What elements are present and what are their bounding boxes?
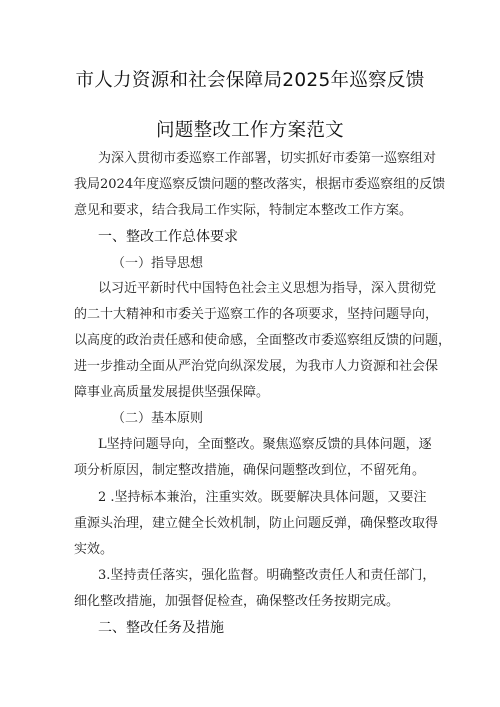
document-title-line2: 问题整改工作方案范文 — [155, 120, 344, 141]
paragraph-line: 进一步推动全面从严治党向纵深发展，为我市人力资源和社会保 — [74, 359, 439, 374]
section-heading-2: 二、整改任务及措施 — [98, 620, 224, 636]
section-heading-1: 一、整改工作总体要求 — [98, 229, 238, 245]
principle-line: 细化整改措施，加强督促检查，确保整改任务按期完成。 — [74, 594, 400, 609]
principle-line: 项分析原因，制定整改措施，确保问题整改到位，不留死角。 — [74, 463, 426, 478]
paragraph-line: 障事业高质量发展提供坚强保障。 — [74, 385, 270, 400]
principle-line: 2 .坚持标本兼治，注重实效。既要解决具体问题，又要注 — [98, 490, 427, 505]
principle-line: 重源头治理，建立健全长效机制，防止问题反弹，确保整改取得 — [74, 516, 439, 531]
subsection-heading-1: （一）指导思想 — [112, 256, 204, 271]
paragraph-line: 以习近平新时代中国特色社会主义思想为指导，深入贯彻党 — [98, 281, 437, 296]
principle-line: L坚持问题导向，全面整改。聚焦巡察反馈的具体问题，逐 — [98, 437, 432, 452]
intro-line: 意见和要求，结合我局工作实际，特制定本整改工作方案。 — [74, 203, 413, 218]
principle-line: 实效。 — [74, 542, 114, 557]
intro-line: 我局2024年度巡察反馈问题的整改落实，根据市委巡察组的反馈 — [74, 177, 446, 192]
principle-line: 3.坚持责任落实，强化监督。明确整改责任人和责任部门， — [98, 568, 436, 583]
intro-line: 为深入贯彻市委巡察工作部署，切实抓好市委第一巡察组对 — [98, 151, 437, 166]
paragraph-line: 以高度的政治责任感和使命感，全面整改市委巡察组反馈的问题， — [74, 333, 452, 348]
document-title-line1: 市人力资源和社会保障局2025年巡察反馈 — [75, 70, 425, 91]
paragraph-line: 的二十大精神和市委关于巡察工作的各项要求，坚持问题导向， — [74, 307, 439, 322]
subsection-heading-2: （二）基本原则 — [112, 411, 204, 426]
